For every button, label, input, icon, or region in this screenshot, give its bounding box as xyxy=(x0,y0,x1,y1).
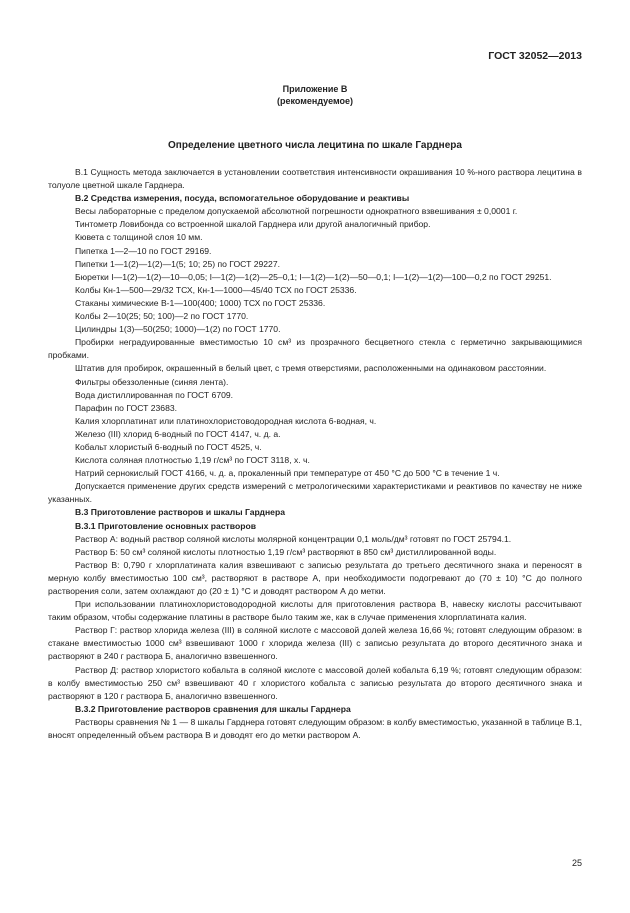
paragraph: В.1 Сущность метода заключается в установлении соответствия интенсивности окрашивания 10 %-ного раствора лецитина в толуоле цветной шкале Гарднера. xyxy=(48,167,582,191)
paragraph: Раствор А: водный раствор соляной кислоты молярной концентрации 0,1 моль/дм³ готовят по ГОСТ 25794.1. xyxy=(75,533,512,544)
appendix-heading xyxy=(0,83,630,107)
paragraph: Допускается применение других средств измерений с метрологическими характеристиками и реактивов по качеству не ниже указанных. xyxy=(48,481,582,505)
paragraph: Кювета с толщиной слоя 10 мм. xyxy=(75,232,203,243)
paragraph: Пипетка 1—2—10 по ГОСТ 29169. xyxy=(75,245,212,256)
paragraph: Кислота соляная плотностью 1,19 г/см³ по ГОСТ 3118, х. ч. xyxy=(75,455,310,466)
page-number: 25 xyxy=(571,858,582,868)
paragraph: Раствор Б: 50 см³ соляной кислоты плотностью 1,19 г/см³ растворяют в 850 см³ дистиллированной воды. xyxy=(75,546,497,557)
paragraph: Пробирки неградуированные вместимостью 10 см³ из прозрачного бесцветного стекла с герметично закрывающимися пробками. xyxy=(48,337,582,361)
paragraph: Тинтометр Ловибонда со встроенной шкалой Гарднера или другой аналогичный прибор. xyxy=(75,219,431,230)
paragraph: Растворы сравнения № 1 — 8 шкалы Гарднера готовят следующим образом: в колбу вместимостью, указанной в таблице В.1, вносят определенный объем раствора В и доводят его до метки раствором А. xyxy=(48,716,582,741)
paragraph: Фильтры обеззоленные (синяя лента). xyxy=(75,376,229,387)
doc-code-header: ГОСТ 32052—2013 xyxy=(488,50,582,62)
paragraph: Колбы Кн-1—500—29/32 ТСХ, Кн-1—1000—45/40 ТСХ по ГОСТ 25336. xyxy=(75,284,357,295)
subsection-heading: В.2 Средства измерения, посуда, вспомогательное оборудование и реактивы xyxy=(75,193,410,204)
paragraph: Калия хлорплатинат или платинохлористоводородная кислота 6-водная, ч. xyxy=(75,415,377,426)
appendix-title: Приложение В xyxy=(282,84,348,94)
paragraph: Вода дистиллированная по ГОСТ 6709. xyxy=(75,389,234,400)
paragraph: Кобальт хлористый 6-водный по ГОСТ 4525, ч. xyxy=(75,441,262,452)
body-text xyxy=(48,166,582,742)
subsection-heading: В.3.1 Приготовление основных растворов xyxy=(75,520,256,531)
subsection-heading: В.3.2 Приготовление растворов сравнения для шкалы Гарднера xyxy=(75,703,351,714)
appendix-note: (рекомендуемое) xyxy=(277,96,353,106)
section-title: Определение цветного числа лецитина по шкале Гарднера xyxy=(168,140,462,151)
paragraph: Весы лабораторные с пределом допускаемой абсолютной погрешности однократного взвешивания ± 0,0001 г. xyxy=(75,206,518,217)
paragraph: Штатив для пробирок, окрашенный в белый цвет, с тремя отверстиями, расположенными на одинаковом расстоянии. xyxy=(75,363,547,374)
paragraph: Цилиндры 1(3)—50(250; 1000)—1(2) по ГОСТ 1770. xyxy=(75,324,281,335)
paragraph: При использовании платинохлористоводородной кислоты для приготовления раствора В, навеску кислоты рассчитывают таким образом, чтобы содержание платины в растворе было таким же, как в случае применения хлорплатината калия. xyxy=(48,599,582,623)
paragraph: Натрий сернокислый ГОСТ 4166, ч. д. а, прокаленный при температуре от 450 °С до 500 °С в течение 1 ч. xyxy=(75,468,500,479)
paragraph: Парафин по ГОСТ 23683. xyxy=(75,402,178,413)
paragraph: Раствор В: 0,790 г хлорплатината калия взвешивают с записью результата до третьего десятичного знака и переносят в мерную колбу вместимостью 100 см³, растворяют в растворе А, при необходимости подогревают до (70 ± 10) °С до полного растворения соли, затем охлаждают до (20 ± 1) °С и доводят раствором А до метки. xyxy=(48,559,582,596)
paragraph: Бюретки I—1(2)—1(2)—10—0,05; I—1(2)—1(2)—25–0,1; I—1(2)—1(2)—50—0,1; I—1(2)—1(2)—100—0,2 по ГОСТ 29251. xyxy=(75,271,552,282)
paragraph: Раствор Г: раствор хлорида железа (III) в соляной кислоте с массовой долей железа 16,66 %; готовят следующим образом: в стакане вместимостью 1000 см³ взвешивают 1000 г хлорида железа (III) с записью результата до второго десятичного знака и растворяют в 240 г раствора Б, аналогично взвешенного. xyxy=(48,625,582,662)
paragraph: Раствор Д: раствор хлористого кобальта в соляной кислоте с массовой долей кобальта 6,19 %; готовят следующим образом: в колбу вместимостью 250 см³ взвешивают 40 г хлористого кобальта с записью результата до второго десятичного знака и растворяют в 120 г раствора Б, аналогично взвешенного. xyxy=(48,664,582,701)
paragraph: Стаканы химические В-1—100(400; 1000) ТСХ по ГОСТ 25336. xyxy=(75,297,326,308)
subsection-heading: В.3 Приготовление растворов и шкалы Гарднера xyxy=(75,507,285,518)
paragraph: Пипетки 1—1(2)—1(2)—1(5; 10; 25) по ГОСТ 29227. xyxy=(75,258,280,269)
paragraph: Колбы 2—10(25; 50; 100)—2 по ГОСТ 1770. xyxy=(75,311,249,322)
paragraph: Железо (III) хлорид 6-водный по ГОСТ 4147, ч. д. а. xyxy=(75,428,281,439)
